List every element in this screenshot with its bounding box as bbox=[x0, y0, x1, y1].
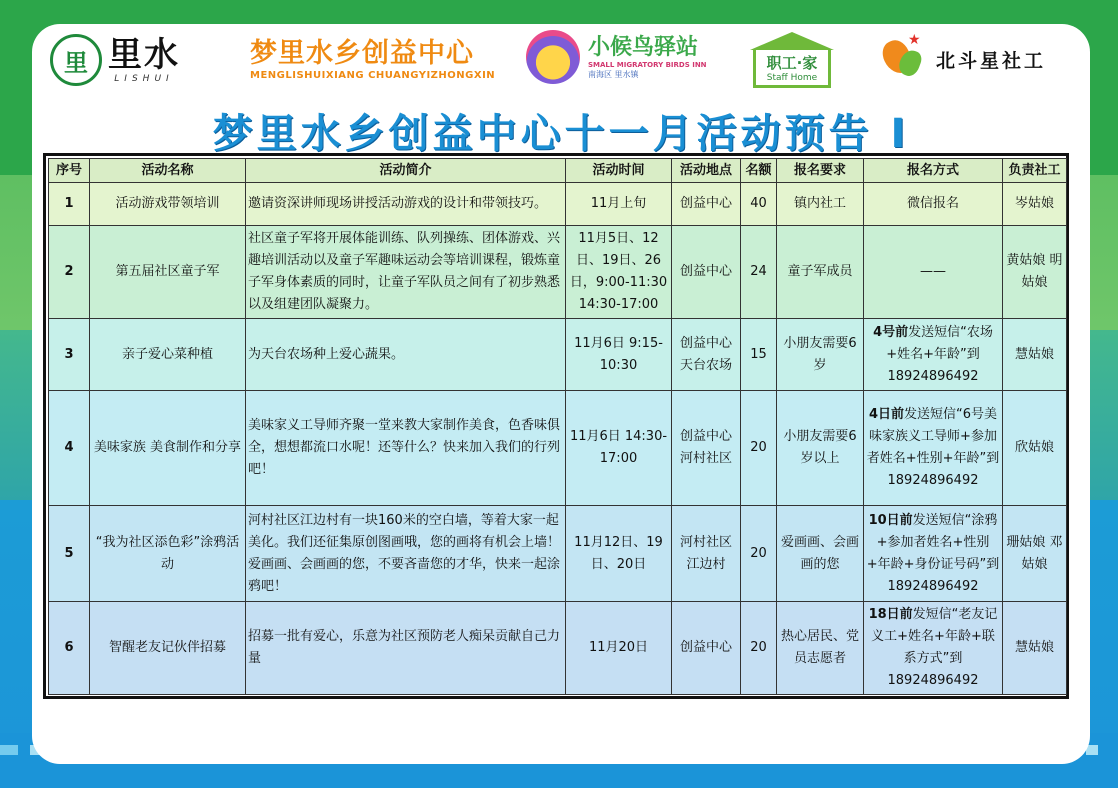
cell-intro: 社区童子军将开展体能训练、队列操练、团体游戏、兴趣培训活动以及童子军趣味运动会等培训课程，锻炼童子军身体素质的同时，让童子军队员之间有了初步熟悉以及组建团队凝聚力。 bbox=[246, 226, 566, 319]
cell-quota: 24 bbox=[741, 226, 777, 319]
bird-face-icon bbox=[526, 30, 580, 84]
cell-requirement: 童子军成员 bbox=[777, 226, 864, 319]
cell-requirement: 爱画画、会画画的您 bbox=[777, 506, 864, 602]
cell-time: 11月5日、12日、19日、26日，9:00-11:30 14:30-17:00 bbox=[566, 226, 672, 319]
mengli-logo bbox=[250, 38, 495, 81]
header-requirement: 报名要求 bbox=[777, 159, 864, 183]
table-row bbox=[49, 319, 1067, 391]
cell-intro: 邀请资深讲师现场讲授活动游戏的设计和带领技巧。 bbox=[246, 183, 566, 226]
cell-quota: 40 bbox=[741, 183, 777, 226]
page-title: 梦里水乡创益中心十一月活动预告 I bbox=[212, 111, 910, 157]
bird-inn-text: 小候鸟驿站 bbox=[588, 34, 699, 60]
cell-intro: 美味家义工导师齐聚一堂来教大家制作美食，色香味俱全，想想都流口水呢！还等什么？快来加入我们的行列吧！ bbox=[246, 391, 566, 506]
cell-time: 11月20日 bbox=[566, 602, 672, 695]
cell-time: 11月6日 9:15-10:30 bbox=[566, 319, 672, 391]
table-header-row bbox=[49, 159, 1067, 183]
cell-requirement: 镇内社工 bbox=[777, 183, 864, 226]
cell-no: 4 bbox=[49, 391, 90, 506]
logo-bar bbox=[32, 24, 1090, 114]
beidou-logo-text: 北斗星社工 bbox=[936, 49, 1047, 72]
cell-method bbox=[864, 226, 1003, 319]
cell-method bbox=[864, 602, 1003, 695]
activity-table bbox=[48, 158, 1067, 695]
method-deadline: 4号前 bbox=[873, 324, 909, 340]
cell-time: 11月12日、19日、20日 bbox=[566, 506, 672, 602]
mengli-logo-en: MENGLISHUIXIANG CHUANGYIZHONGXIN bbox=[250, 70, 496, 81]
cell-name: 智醒老友记伙伴招募 bbox=[90, 602, 246, 695]
cell-name: 美味家族 美食制作和分享 bbox=[90, 391, 246, 506]
cell-method bbox=[864, 506, 1003, 602]
cell-quota: 20 bbox=[741, 602, 777, 695]
bird-inn-sub: 南海区 里水镇 bbox=[588, 69, 639, 79]
bird-inn-en: SMALL MIGRATORY BIRDS INN bbox=[588, 60, 707, 69]
cell-name: “我为社区添色彩”涂鸦活动 bbox=[90, 506, 246, 602]
cell-no: 3 bbox=[49, 319, 90, 391]
method-text: 发短信“老友记义工+姓名+年龄+联系方式”到18924896492 bbox=[871, 607, 998, 688]
activity-table-frame bbox=[43, 153, 1069, 699]
cell-no: 6 bbox=[49, 602, 90, 695]
cell-requirement: 小朋友需要6岁以上 bbox=[777, 391, 864, 506]
cell-place: 创益中心 bbox=[672, 226, 741, 319]
method-text: 微信报名 bbox=[906, 196, 959, 211]
staff-home-logo bbox=[750, 32, 834, 88]
table-row bbox=[49, 183, 1067, 226]
method-deadline: 4日前 bbox=[868, 407, 905, 422]
cell-place: 河村社区 江边村 bbox=[672, 506, 741, 602]
table-row bbox=[49, 602, 1067, 695]
cell-time: 11月上旬 bbox=[566, 183, 672, 226]
method-text: 发送短信“农场+姓名+年龄”到18924896492 bbox=[886, 324, 993, 384]
cell-worker: 珊姑娘 邓姑娘 bbox=[1003, 506, 1067, 602]
cell-worker: 岑姑娘 bbox=[1003, 183, 1067, 226]
lishui-logo-text: 里水 bbox=[108, 35, 180, 75]
cell-requirement: 小朋友需要6岁 bbox=[777, 319, 864, 391]
beidou-logo bbox=[880, 32, 1047, 82]
cell-intro: 招募一批有爱心，乐意为社区预防老人痴呆贡献自己力量 bbox=[246, 602, 566, 695]
mengli-logo-text: 梦里水乡创益中心 bbox=[250, 38, 474, 69]
header-no: 序号 bbox=[49, 159, 90, 183]
cell-place: 创益中心 bbox=[672, 183, 741, 226]
header-place: 活动地点 bbox=[672, 159, 741, 183]
poster-card bbox=[32, 24, 1090, 764]
cell-name: 亲子爱心菜种植 bbox=[90, 319, 246, 391]
cell-place: 创益中心 河村社区 bbox=[672, 391, 741, 506]
staff-home-text: 职工·家 bbox=[766, 54, 818, 72]
staff-home-en: Staff Home bbox=[766, 73, 818, 83]
header-time: 活动时间 bbox=[566, 159, 672, 183]
cell-method bbox=[864, 391, 1003, 506]
method-text: —— bbox=[920, 264, 946, 279]
method-text: 发送短信“6号美味家族义工导师+参加者姓名+性别+年龄”到18924896492 bbox=[866, 407, 1000, 488]
cell-time: 11月6日 14:30-17:00 bbox=[566, 391, 672, 506]
header-name: 活动名称 bbox=[90, 159, 246, 183]
header-quota: 名额 bbox=[741, 159, 777, 183]
beidou-figure-icon: ★ bbox=[880, 36, 928, 82]
cell-place: 创益中心 天台农场 bbox=[672, 319, 741, 391]
cell-worker: 慧姑娘 bbox=[1003, 602, 1067, 695]
house-roof-icon bbox=[750, 32, 834, 50]
table-row bbox=[49, 226, 1067, 319]
cell-worker: 慧姑娘 bbox=[1003, 319, 1067, 391]
header-intro: 活动简介 bbox=[246, 159, 566, 183]
cell-place: 创益中心 bbox=[672, 602, 741, 695]
cell-intro: 河村社区江边村有一块160米的空白墙，等着大家一起美化。我们还征集原创图画哦，您的画将有机会上墙！爱画画、会画画的您，不要吝啬您的才华，快来一起涂鸦吧！ bbox=[246, 506, 566, 602]
cell-worker: 黄姑娘 明姑娘 bbox=[1003, 226, 1067, 319]
cell-quota: 15 bbox=[741, 319, 777, 391]
lishui-logo bbox=[50, 34, 180, 86]
method-deadline: 10日前 bbox=[868, 512, 913, 528]
lishui-logo-en: LISHUI bbox=[114, 74, 174, 84]
bird-inn-logo bbox=[526, 30, 707, 84]
header-worker: 负责社工 bbox=[1003, 159, 1067, 183]
cell-no: 1 bbox=[49, 183, 90, 226]
cell-worker: 欣姑娘 bbox=[1003, 391, 1067, 506]
cell-name: 第五届社区童子军 bbox=[90, 226, 246, 319]
header-method: 报名方式 bbox=[864, 159, 1003, 183]
method-text: 发送短信“涂鸦+参加者姓名+性别+年龄+身份证号码”到18924896492 bbox=[866, 512, 1000, 594]
table-row bbox=[49, 391, 1067, 506]
cell-name: 活动游戏带领培训 bbox=[90, 183, 246, 226]
cell-intro: 为天台农场种上爱心蔬果。 bbox=[246, 319, 566, 391]
cell-requirement: 热心居民、党员志愿者 bbox=[777, 602, 864, 695]
method-deadline: 18日前 bbox=[868, 607, 913, 622]
cell-no: 5 bbox=[49, 506, 90, 602]
cell-quota: 20 bbox=[741, 506, 777, 602]
cell-method bbox=[864, 319, 1003, 391]
cell-quota: 20 bbox=[741, 391, 777, 506]
lishui-seal-icon: 里 bbox=[50, 34, 102, 86]
table-row bbox=[49, 506, 1067, 602]
cell-method bbox=[864, 183, 1003, 226]
cell-no: 2 bbox=[49, 226, 90, 319]
